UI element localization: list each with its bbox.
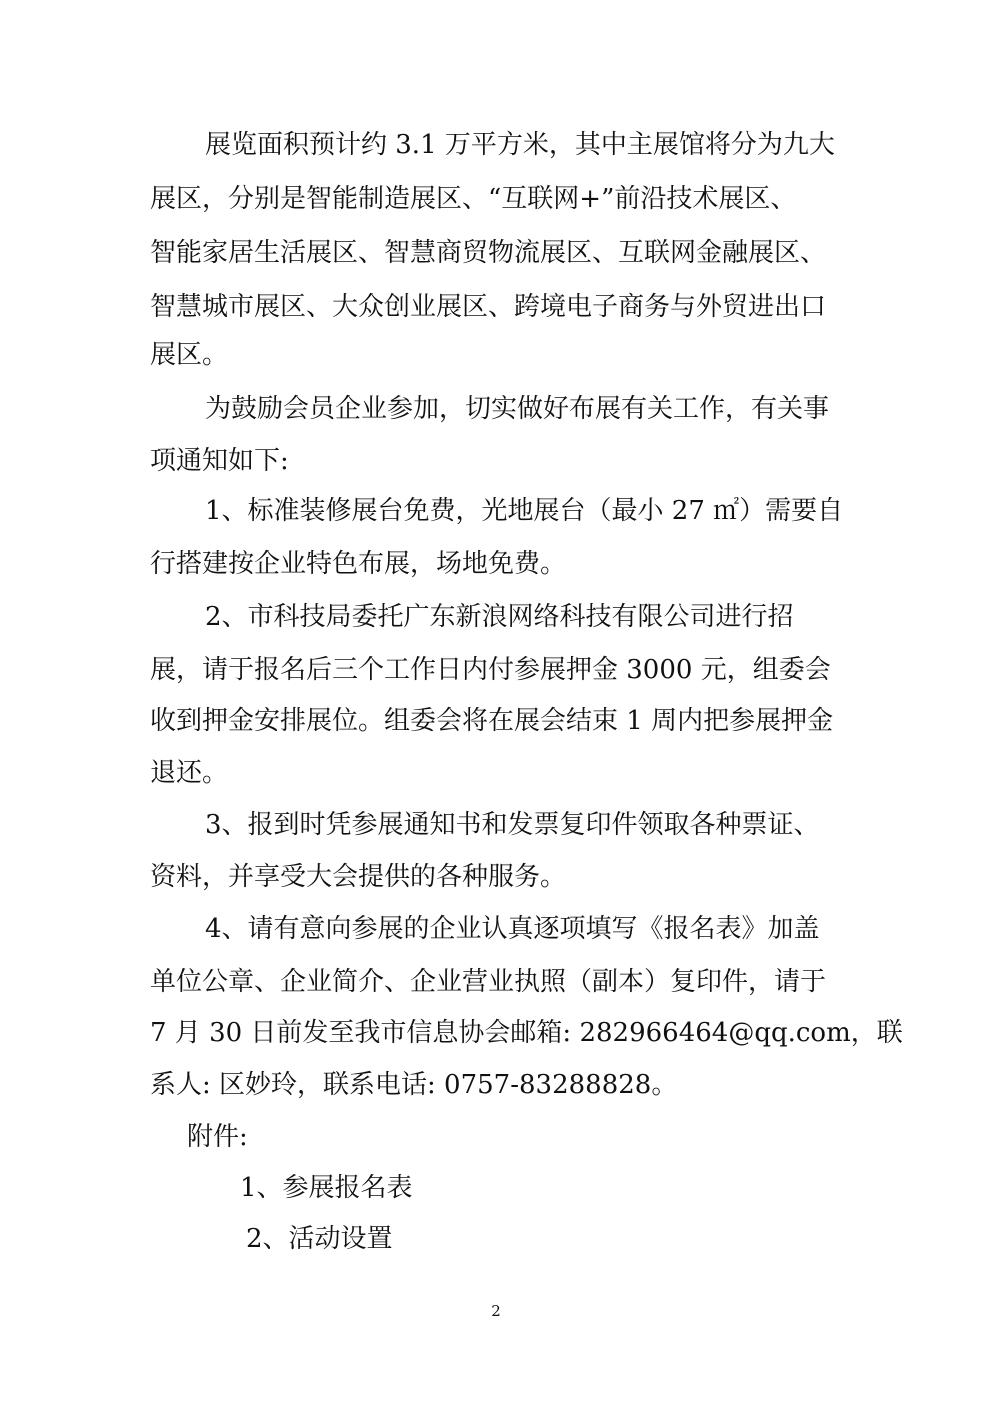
paragraph-2-line-1: 为鼓励会员企业参加，切实做好布展有关工作，有关事 bbox=[205, 394, 830, 424]
item-3-line-1: 3、报到时凭参展通知书和发票复印件领取各种票证、 bbox=[205, 810, 820, 840]
item-2-line-3: 收到押金安排展位。组委会将在展会结束 1 周内把参展押金 bbox=[150, 706, 834, 736]
item-4-line-4: 系人: 区妙玲，联系电话: 0757-83288828。 bbox=[150, 1070, 678, 1100]
attachment-item-1: 1、参展报名表 bbox=[240, 1173, 413, 1203]
attachments-label: 附件: bbox=[187, 1122, 248, 1152]
item-3-line-2: 资料，并享受大会提供的各种服务。 bbox=[150, 862, 567, 892]
paragraph-2-line-2: 项通知如下: bbox=[150, 446, 289, 476]
paragraph-1-line-4: 智慧城市展区、大众创业展区、跨境电子商务与外贸进出口 bbox=[150, 292, 827, 322]
paragraph-1-line-1: 展览面积预计约 3.1 万平方米，其中主展馆将分为九大 bbox=[205, 130, 835, 160]
item-2-line-4: 退还。 bbox=[150, 758, 229, 788]
item-4-line-1: 4、请有意向参展的企业认真逐项填写《报名表》加盖 bbox=[205, 914, 820, 944]
item-4-line-3: 7 月 30 日前发至我市信息协会邮箱: 282966464@qq.com，联 bbox=[150, 1018, 903, 1048]
item-1-line-1: 1、标准装修展台免费，光地展台（最小 27 ㎡）需要自 bbox=[205, 496, 844, 526]
attachment-item-2: 2、活动设置 bbox=[246, 1224, 393, 1254]
page-number: 2 bbox=[491, 1302, 501, 1320]
item-4-line-2: 单位公章、企业简介、企业营业执照（副本）复印件，请于 bbox=[150, 967, 827, 997]
paragraph-1-line-3: 智能家居生活展区、智慧商贸物流展区、互联网金融展区、 bbox=[150, 238, 827, 268]
item-2-line-2: 展，请于报名后三个工作日内付参展押金 3000 元，组委会 bbox=[150, 655, 831, 685]
item-1-line-2: 行搭建按企业特色布展，场地免费。 bbox=[150, 549, 567, 579]
item-2-line-1: 2、市科技局委托广东新浪网络科技有限公司进行招 bbox=[205, 602, 794, 632]
paragraph-1-line-2: 展区，分别是智能制造展区、“互联网+”前沿技术展区、 bbox=[150, 184, 797, 214]
paragraph-1-line-5: 展区。 bbox=[150, 340, 229, 370]
